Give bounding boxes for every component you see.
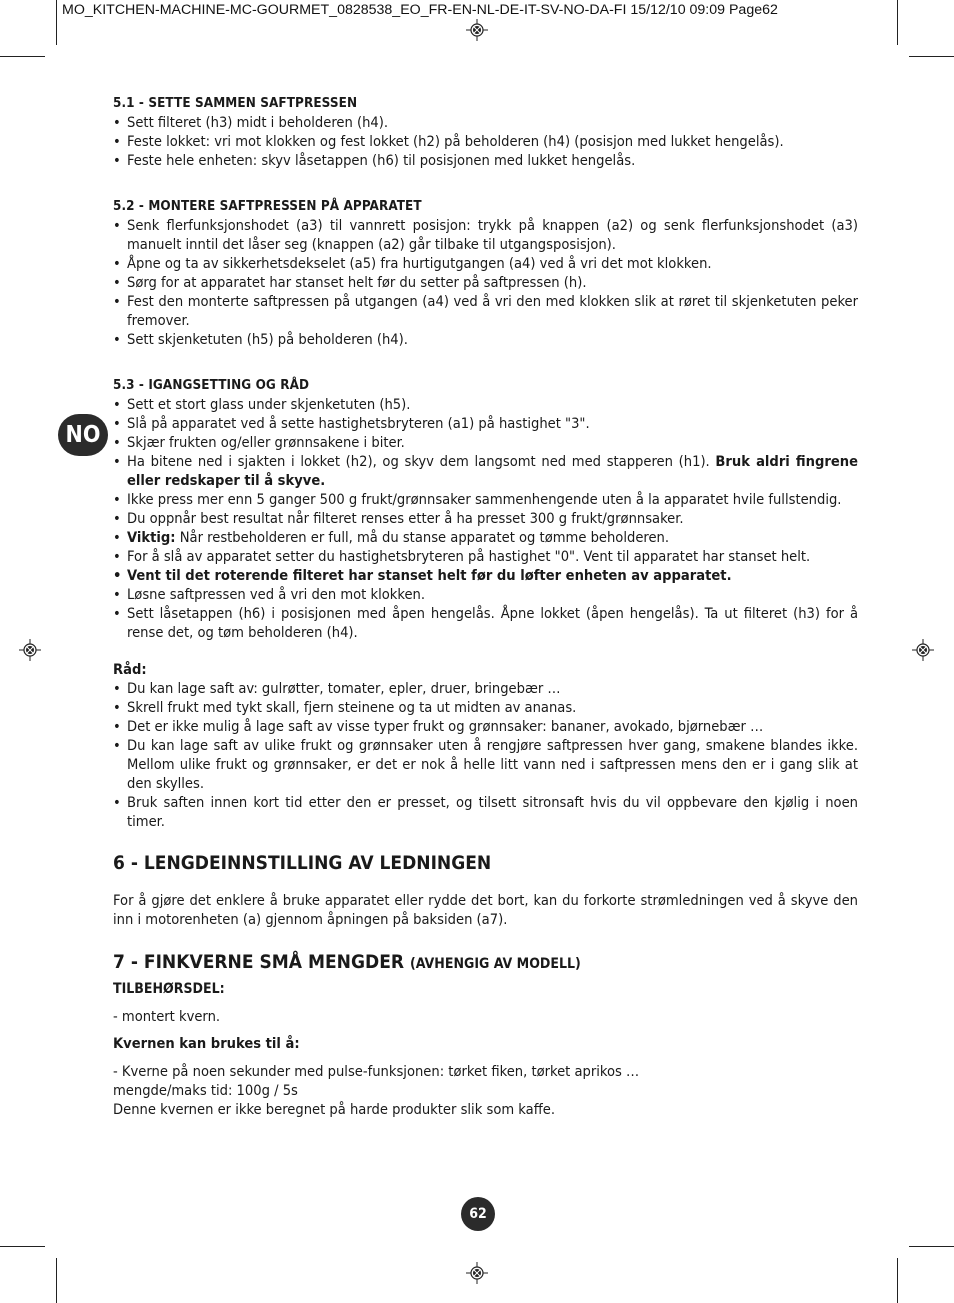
section-6-body: For å gjøre det enklere å bruke apparatet eller rydde det bort, kan du forkorte strømledningen ved å skyve den inn i motorenheten (a) gjennom åpningen på baksiden (a7). xyxy=(113,892,858,928)
registration-mark-top-icon xyxy=(466,19,488,41)
accessory-item: - montert kvern. xyxy=(113,1008,221,1025)
section-5-2-heading: 5.2 - MONTERE SAFTPRESSEN PÅ APPARATET xyxy=(113,199,422,214)
registration-mark-right-icon xyxy=(912,639,934,661)
list-item: • Det er ikke mulig å lage saft av visse typer frukt og grønnsaker: bananer, avokado, bjørnebær … xyxy=(113,717,858,736)
list-item: • Løsne saftpressen ved å vri den mot klokken. xyxy=(113,585,858,604)
registration-mark-left-icon xyxy=(19,639,41,661)
important-label: Viktig: xyxy=(127,529,176,546)
list-item: • Du kan lage saft av ulike frukt og grønnsaker uten å rengjøre saftpressen hver gang, smakene blandes ikke. Mellom ulike frukt og grønnsaker, er det er nok å helle litt vann ned i saftpressen mens den er i gang slik at den skylles. xyxy=(113,736,858,793)
list-item xyxy=(113,566,858,585)
manual-content xyxy=(113,94,858,1119)
section-7-heading-suffix: (AVHENGIG AV MODELL) xyxy=(410,956,581,972)
usage-line: Denne kvernen er ikke beregnet på harde produkter slik som kaffe. xyxy=(113,1101,555,1118)
list-item-text: Ha bitene ned i sjakten i lokket (h2), og skyv dem langsomt ned med stapperen (h1). xyxy=(127,453,716,470)
list-item: • Fest den monterte saftpressen på utgangen (a4) ved å vri den med klokken slik at røret til skjenketuten peker fremover. xyxy=(113,292,858,330)
trim-mark-bottom-left-horizontal xyxy=(0,1246,45,1247)
list-item xyxy=(113,528,858,547)
usage-line: mengde/maks tid: 100g / 5s xyxy=(113,1082,298,1099)
trim-mark-top-right-vertical xyxy=(897,0,898,45)
list-item: • Du kan lage saft av: gulrøtter, tomater, epler, druer, bringebær … xyxy=(113,679,858,698)
list-item: • Skrell frukt med tykt skall, fjern steinene og ta ut midten av ananas. xyxy=(113,698,858,717)
list-item: • For å slå av apparatet setter du hastighetsbryteren på hastighet "0". Vent til apparatet har stanset helt. xyxy=(113,547,858,566)
trim-mark-top-left-vertical xyxy=(56,0,57,45)
usage-label: Kvernen kan brukes til å: xyxy=(113,1035,300,1052)
section-7-heading xyxy=(113,951,858,975)
list-item: • Senk flerfunksjonshodet (a3) til vannrett posisjon: trykk på knappen (a2) og senk flerfunksjonshodet (a3) manuelt inntil det låser seg (knappen (a2) går tilbake til utgangsposisjon). xyxy=(113,216,858,254)
list-item-text: Når restbeholderen er full, må du stanse apparatet og tømme beholderen. xyxy=(175,529,670,546)
usage-line: - Kverne på noen sekunder med pulse-funksjonen: tørket fiken, tørket aprikos … xyxy=(113,1063,640,1080)
list-item: • Bruk saften innen kort tid etter den er presset, og tilsett sitronsaft hvis du vil oppbevare den kjølig i noen timer. xyxy=(113,793,858,831)
section-6-heading: 6 - LENGDEINNSTILLING AV LEDNINGEN xyxy=(113,852,492,874)
trim-mark-top-right-horizontal xyxy=(909,56,954,57)
section-5-3-list xyxy=(113,395,858,642)
list-item: • Skjær frukten og/eller grønnsakene i biter. xyxy=(113,433,858,452)
list-item: • Sett skjenketuten (h5) på beholderen (h4). xyxy=(113,330,858,349)
list-item: • Sørg for at apparatet har stanset helt før du setter på saftpressen (h). xyxy=(113,273,858,292)
list-item: • Slå på apparatet ved å sette hastighetsbryteren (a1) på hastighet "3". xyxy=(113,414,858,433)
warning-text: Bruk aldri fingrene eller redskaper til å skyve. xyxy=(127,453,859,489)
list-item: • Feste hele enheten: skyv låsetappen (h6) til posisjonen med lukket hengelås. xyxy=(113,151,858,170)
section-5-1-heading: 5.1 - SETTE SAMMEN SAFTPRESSEN xyxy=(113,96,358,111)
section-7-heading-text: 7 - FINKVERNE SMÅ MENGDER xyxy=(113,951,410,973)
list-item: • Åpne og ta av sikkerhetsdekselet (a5) fra hurtigutgangen (a4) ved å vri det mot klokken. xyxy=(113,254,858,273)
section-5-1-list xyxy=(113,113,858,170)
list-item: • Sett et stort glass under skjenketuten (h5). xyxy=(113,395,858,414)
list-item xyxy=(113,452,858,490)
tips-heading: Råd: xyxy=(113,661,147,678)
list-item: • Du oppnår best resultat når filteret renses etter å ha presset 300 g frukt/grønnsaker. xyxy=(113,509,858,528)
warning-text: Vent til det roterende filteret har stanset helt før du løfter enheten av apparatet. xyxy=(127,567,732,584)
page-number: 62 xyxy=(461,1197,495,1231)
print-header: MO_KITCHEN-MACHINE-MC-GOURMET_0828538_EO_FR-EN-NL-DE-IT-SV-NO-DA-FI 15/12/10 09:09 Page62 xyxy=(62,2,778,18)
section-5-2-list xyxy=(113,216,858,349)
list-item: • Sett låsetappen (h6) i posisjonen med åpen hengelås. Åpne lokket (åpen hengelås). Ta ut filteret (h3) for å rense det, og tøm beholderen (h4). xyxy=(113,604,858,642)
trim-mark-bottom-left-vertical xyxy=(56,1258,57,1303)
tips-list xyxy=(113,679,858,831)
language-badge: NO xyxy=(58,414,108,456)
list-item: • Sett filteret (h3) midt i beholderen (h4). xyxy=(113,113,858,132)
accessory-label: TILBEHØRSDEL: xyxy=(113,981,225,997)
trim-mark-bottom-right-vertical xyxy=(897,1258,898,1303)
section-5-3-heading: 5.3 - IGANGSETTING OG RÅD xyxy=(113,378,310,393)
registration-mark-bottom-icon xyxy=(466,1262,488,1284)
list-item: • Feste lokket: vri mot klokken og fest lokket (h2) på beholderen (h4) (posisjon med lukket hengelås). xyxy=(113,132,858,151)
trim-mark-bottom-right-horizontal xyxy=(909,1246,954,1247)
list-item: • Ikke press mer enn 5 ganger 500 g frukt/grønnsaker sammenhengende uten å la apparatet hvile fullstendig. xyxy=(113,490,858,509)
trim-mark-top-left-horizontal xyxy=(0,56,45,57)
